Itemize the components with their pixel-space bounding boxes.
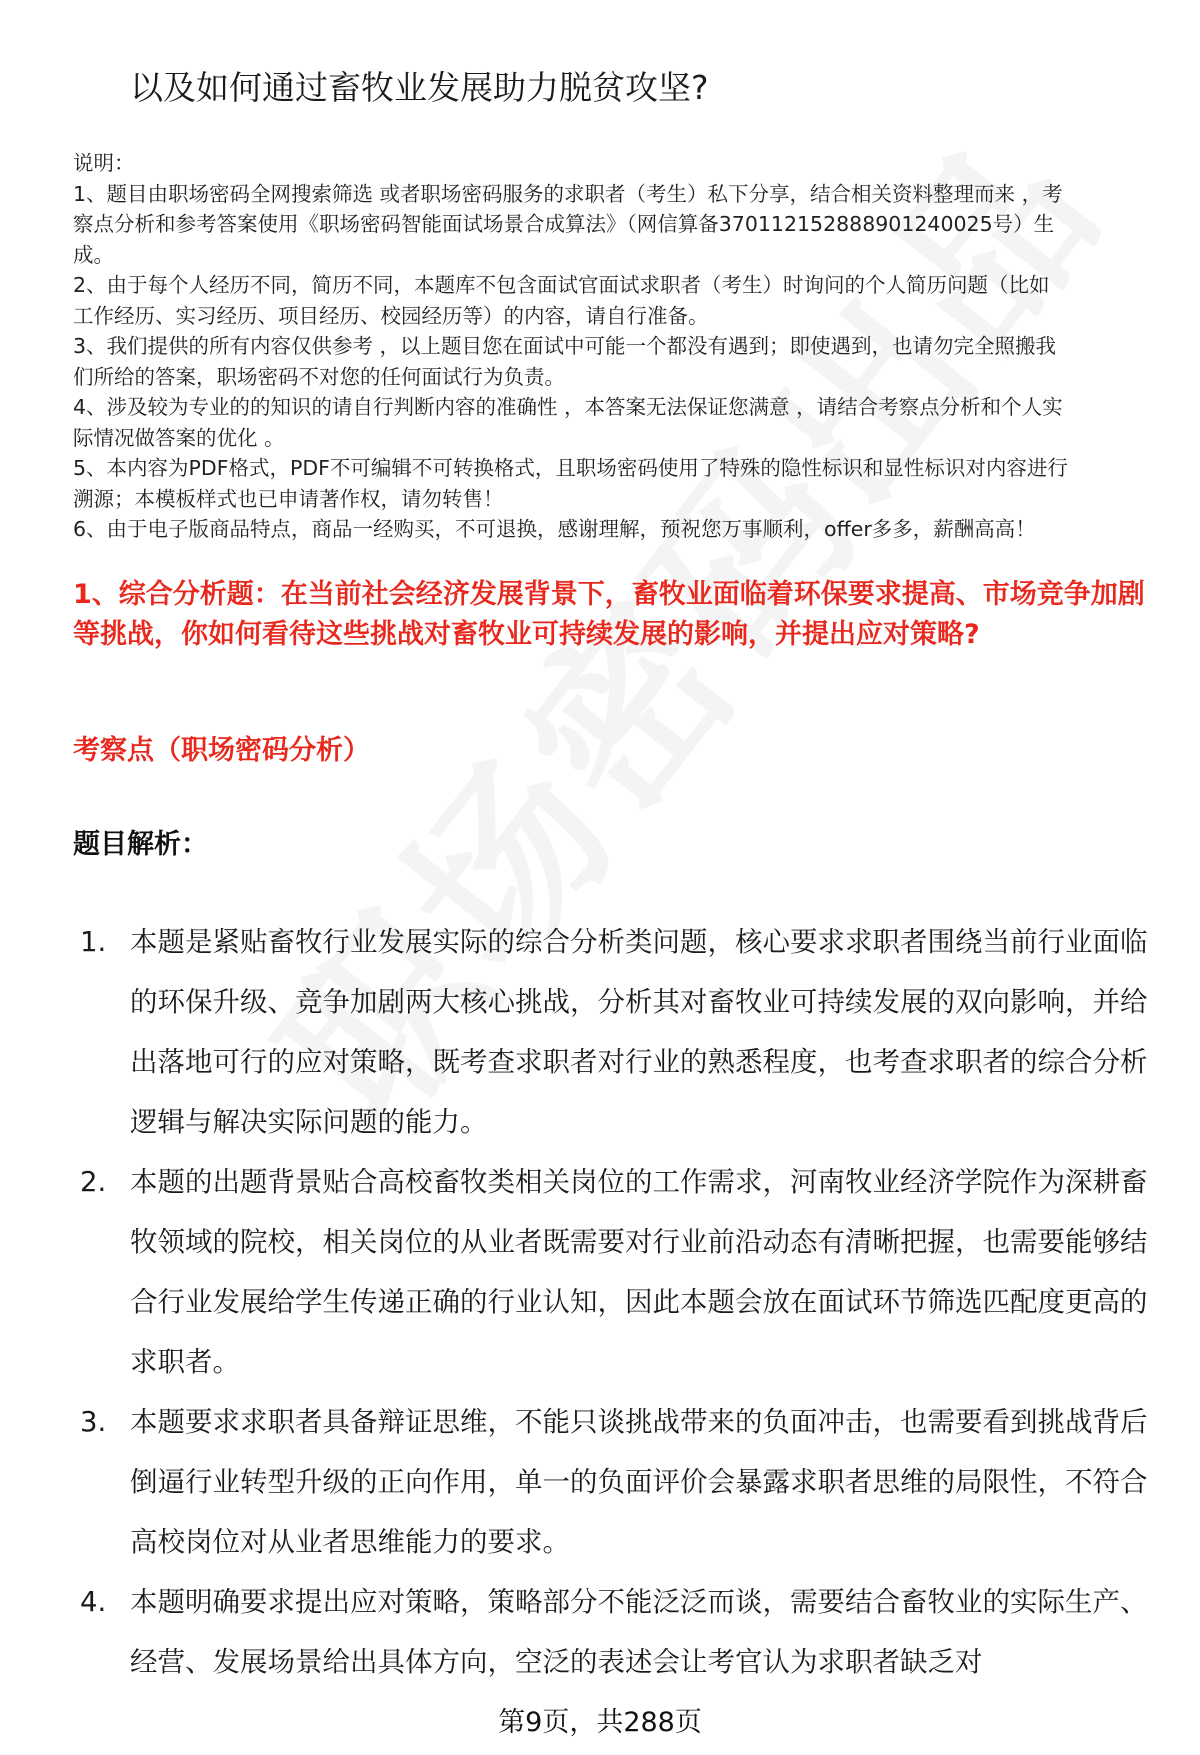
note-line: 1、题目由职场密码全网搜索筛选 或者职场密码服务的求职者（考生）私下分享，结合相关资料整理而来 ，考 bbox=[73, 181, 1063, 206]
page-title: 以及如何通过畜牧业发展助力脱贫攻坚? bbox=[130, 68, 709, 107]
note-line: 察点分析和参考答案使用《职场密码智能面试场景合成算法》（网信算备370112152888901240025号）生 bbox=[73, 212, 1055, 236]
item-number: 1. bbox=[80, 926, 107, 958]
item-text: 本题明确要求提出应对策略，策略部分不能泛泛而谈，需要结合畜牧业的实际生产、经营、发展场景给出具体方向，空泛的表述会让考官认为求职者缺乏对 bbox=[130, 1586, 1148, 1678]
section-kaocha-heading: 考察点（职场密码分析） bbox=[73, 735, 370, 766]
page-number: 第9页，共288页 bbox=[498, 1707, 702, 1738]
item-text: 本题的出题背景贴合高校畜牧类相关岗位的工作需求，河南牧业经济学院作为深耕畜牧领域的院校，相关岗位的从业者既需要对行业前沿动态有清晰把握，也需要能够结合行业发展给学生传递正确的行业认知，因此本题会放在面试环节筛选匹配度更高的求职者。 bbox=[130, 1166, 1148, 1378]
note-line: 工作经历、实习经历、项目经历、校园经历等）的内容，请自行准备。 bbox=[73, 303, 709, 328]
analysis-item bbox=[80, 1152, 1160, 1392]
note-line: 4、涉及较为专业的的知识的请自行判断内容的准确性 ，本答案无法保证您满意 ，请结合考察点分析和个人实 bbox=[73, 395, 1063, 419]
item-number: 4. bbox=[80, 1586, 107, 1618]
analysis-item bbox=[80, 1572, 1160, 1692]
item-number: 2. bbox=[80, 1166, 107, 1198]
analysis-item bbox=[80, 912, 1160, 1152]
notes-heading: 说明： bbox=[73, 151, 135, 175]
analysis-item bbox=[80, 1392, 1160, 1572]
note-line: 6、由于电子版商品特点，商品一经购买，不可退换，感谢理解，预祝您万事顺利，offer多多，薪酬高高！ bbox=[73, 517, 1036, 541]
item-number: 3. bbox=[80, 1406, 107, 1438]
note-line: 际情况做答案的优化 。 bbox=[73, 425, 285, 450]
note-line: 成。 bbox=[73, 242, 114, 267]
section-jiexi-heading: 题目解析： bbox=[73, 829, 208, 860]
note-line: 2、由于每个人经历不同，简历不同，本题库不包含面试官面试求职者（考生）时询问的个人简历问题（比如 bbox=[73, 273, 1050, 297]
note-line: 3、我们提供的所有内容仅供参考 ，以上题目您在面试中可能一个都没有遇到；即使遇到，也请勿完全照搬我 bbox=[73, 334, 1057, 358]
item-text: 本题是紧贴畜牧行业发展实际的综合分析类问题，核心要求求职者围绕当前行业面临的环保升级、竞争加剧两大核心挑战，分析其对畜牧业可持续发展的双向影响，并给出落地可行的应对策略，既考查求职者对行业的熟悉程度，也考查求职者的综合分析逻辑与解决实际问题的能力。 bbox=[130, 926, 1148, 1138]
question-heading: 1、综合分析题：在当前社会经济发展背景下，畜牧业面临着环保要求提高、市场竞争加剧等挑战，你如何看待这些挑战对畜牧业可持续发展的影响，并提出应对策略? bbox=[73, 579, 1145, 650]
notes-block bbox=[73, 148, 1158, 545]
analysis-list bbox=[80, 912, 1160, 1692]
note-line: 溯源；本模板样式也已申请著作权，请勿转售！ bbox=[73, 486, 504, 511]
item-text: 本题要求求职者具备辩证思维，不能只谈挑战带来的负面冲击，也需要看到挑战背后倒逼行业转型升级的正向作用，单一的负面评价会暴露求职者思维的局限性，不符合高校岗位对从业者思维能力的要求。 bbox=[130, 1406, 1148, 1558]
note-line: 们所给的答案，职场密码不对您的任何面试行为负责。 bbox=[73, 364, 565, 389]
note-line: 5、本内容为PDF格式，PDF不可编辑不可转换格式，且职场密码使用了特殊的隐性标识和显性标识对内容进行 bbox=[73, 456, 1068, 480]
